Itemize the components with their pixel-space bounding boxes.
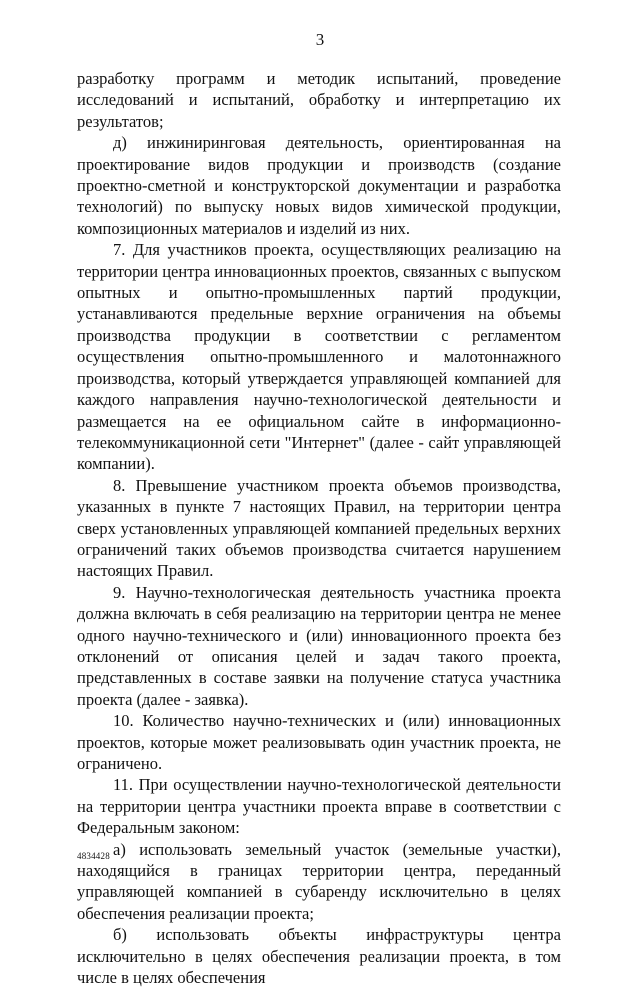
document-id: 4834428 [77, 851, 110, 861]
paragraph-11-item-b: б) использовать объекты инфраструктуры центра исключительно в целях обеспечения реализации проекта, в том числе в целях обеспечения [77, 925, 561, 988]
paragraph-8: 8. Превышение участником проекта объемов производства, указанных в пункте 7 настоящих Правил, на территории центра сверх установленных управляющей компанией предельных верхних ограничений таких объемов производства считается нарушением настоящих Правил. [77, 475, 561, 581]
paragraph-9: 9. Научно-технологическая деятельность участника проекта должна включать в себя реализацию на территории центра не менее одного научно-технического и (или) инновационного проекта без отклонений от описания целей и задач такого проекта, представленных в составе заявки на получение статуса участника проекта (далее - заявка). [77, 582, 561, 709]
paragraph-continuation: разработку программ и методик испытаний, проведение исследований и испытаний, обработку и интерпретацию их результатов; [77, 69, 561, 131]
paragraph-10: 10. Количество научно-технических и (или) инновационных проектов, которые может реализовывать один участник проекта, не ограничено. [77, 711, 561, 773]
document-body [77, 68, 561, 988]
paragraph-11-item-a: а) использовать земельный участок (земельные участки), находящийся в границах территории центра, переданный управляющей компанией в субаренду исключительно в целях обеспечения реализации проекта; [77, 839, 561, 923]
paragraph-7: 7. Для участников проекта, осуществляющих реализацию на территории центра инновационных проектов, связанных с выпуском опытных и опытно-промышленных партий продукции, устанавливаются предельные верхние ограничения на объемы производства продукции в соответствии с регламентом осуществления опытно-промышленного и малотоннажного производства, который утверждается управляющей компанией для каждого направления научно-технологической деятельности и размещается на ее официальном сайте в информационно-телекоммуникационной сети "Интернет" (далее - сайт управляющей компании). [77, 240, 561, 474]
paragraph-11: 11. При осуществлении научно-технологической деятельности на территории центра участники проекта вправе в соответствии с Федеральным законом: [77, 775, 561, 838]
paragraph-item-d: д) инжиниринговая деятельность, ориентированная на проектирование видов продукции и производств (создание проектно-сметной и конструкторской документации и разработка технологий) по выпуску новых видов химической продукции, композиционных материалов и изделий из них. [77, 133, 561, 238]
page-number: 3 [315, 30, 325, 49]
